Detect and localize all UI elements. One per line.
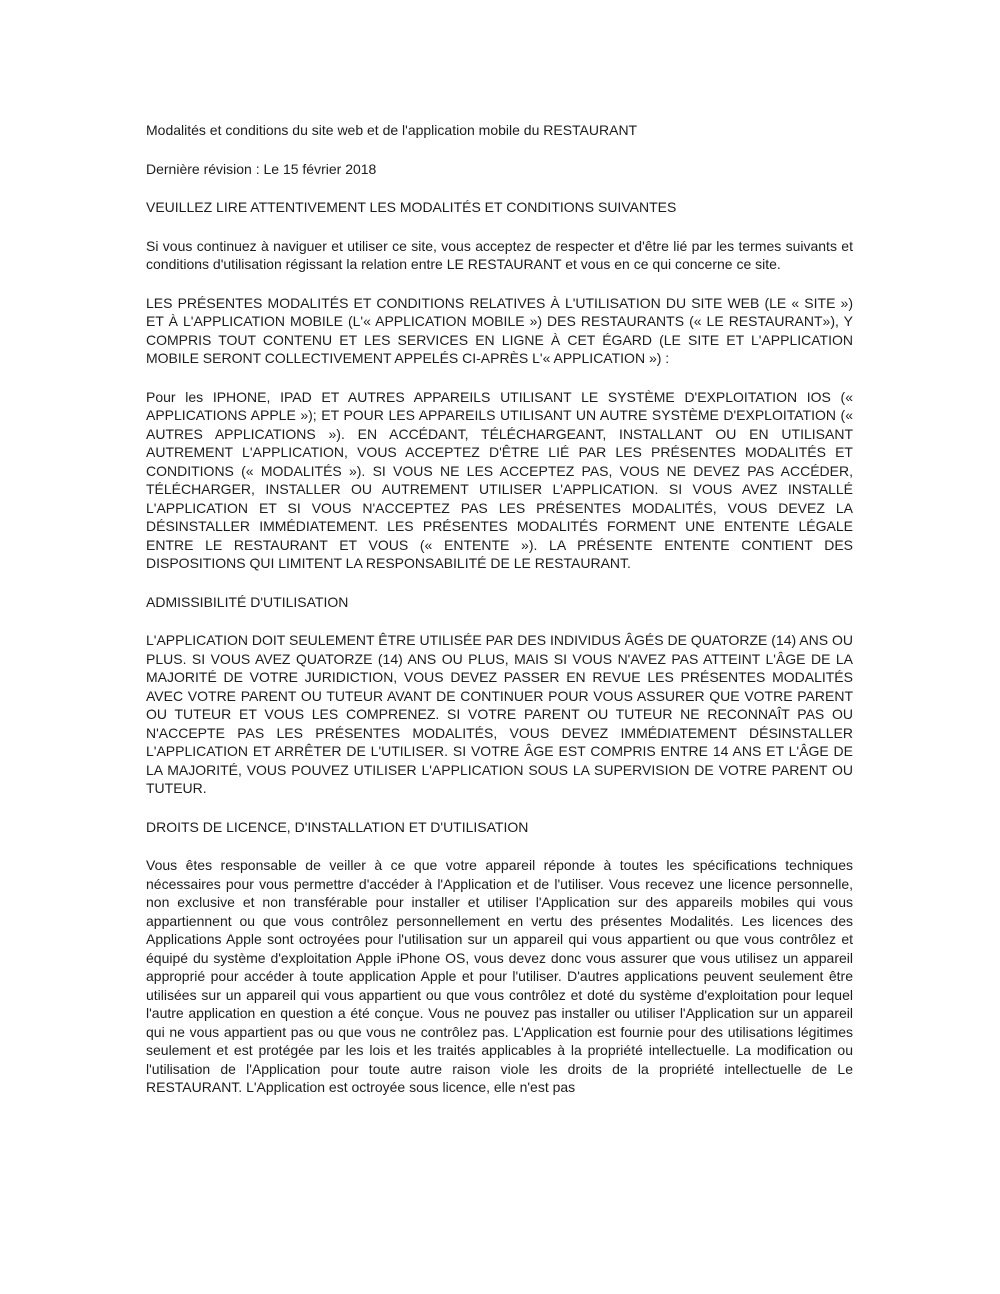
document-title: Modalités et conditions du site web et de l'application mobile du RESTAURANT <box>146 122 638 138</box>
definitions-paragraph: LES PRÉSENTES MODALITÉS ET CONDITIONS RELATIVES À L'UTILISATION DU SITE WEB (LE « SITE ») ET À L'APPLICATION MOBILE (L'« APPLICATION MOBILE ») DES RESTAURANTS (« LE RESTAURANT»), Y COMPRIS TOUT CONTENU ET LES SERVICES EN LIGNE À CET ÉGARD (LE SITE ET L'APPLICATION MOBILE SERONT COLLECTIVEMENT APPELÉS CI-APRÈS L'« APPLICATION ») : <box>146 294 853 366</box>
revision-date-line: Dernière révision : Le 15 février 2018 <box>146 160 377 177</box>
intro-paragraph: Si vous continuez à naviguer et utiliser ce site, vous acceptez de respecter et d'être lié par les termes suivants et conditions d'utilisation régissant la relation entre LE RESTAURANT et vous en ce qui concerne ce site. <box>146 237 853 272</box>
section-paragraph-admissibilite: L'APPLICATION DOIT SEULEMENT ÊTRE UTILISÉE PAR DES INDIVIDUS ÂGÉS DE QUATORZE (14) ANS OU PLUS. SI VOUS AVEZ QUATORZE (14) ANS OU PLUS, MAIS SI VOUS N'AVEZ PAS ATTEINT L'ÂGE DE LA MAJORITÉ DE VOTRE JURIDICTION, VOUS DEVEZ PASSER EN REVUE LES PRÉSENTES MODALITÉS AVEC VOTRE PARENT OU TUTEUR AVANT DE CONTINUER POUR VOUS ASSURER QUE VOTRE PARENT OU TUTEUR ET VOUS LES COMPRENEZ. SI VOTRE PARENT OU TUTEUR NE RECONNAÎT PAS OU N'ACCEPTE PAS LES PRÉSENTES MODALITÉS, VOUS DEVEZ IMMÉDIATEMENT DÉSINSTALLER L'APPLICATION ET ARRÊTER DE L'UTILISER. SI VOTRE ÂGE EST COMPRIS ENTRE 14 ANS ET L'ÂGE DE LA MAJORITÉ, VOUS POUVEZ UTILISER L'APPLICATION SOUS LA SUPERVISION DE VOTRE PARENT OU TUTEUR. <box>146 632 853 796</box>
section-heading-admissibilite: ADMISSIBILITÉ D'UTILISATION <box>146 593 349 610</box>
acceptance-paragraph: Pour les IPHONE, IPAD ET AUTRES APPAREILS UTILISANT LE SYSTÈME D'EXPLOITATION IOS (« APPLICATIONS APPLE »); ET POUR LES APPAREILS UTILISANT UN AUTRE SYSTÈME D'EXPLOITATION (« AUTRES APPLICATIONS »). EN ACCÉDANT, TÉLÉCHARGEANT, INSTALLANT OU EN UTILISANT AUTREMENT L'APPLICATION, VOUS ACCEPTEZ D'ÊTRE LIÉ PAR LES PRÉSENTES MODALITÉS ET CONDITIONS (« MODALITÉS »). SI VOUS NE LES ACCEPTEZ PAS, VOUS NE DEVEZ PAS ACCÉDER, TÉLÉCHARGER, INSTALLER OU AUTREMENT UTILISER L'APPLICATION. SI VOUS AVEZ INSTALLÉ L'APPLICATION ET SI VOUS N'ACCEPTEZ PAS LES PRÉSENTES MODALITÉS, VOUS DEVEZ LA DÉSINSTALLER IMMÉDIATEMENT. LES PRÉSENTES MODALITÉS FORMENT UNE ENTENTE LÉGALE ENTRE LE RESTAURANT ET VOUS (« ENTENTE »). LA PRÉSENTE ENTENTE CONTIENT DES DISPOSITIONS QUI LIMITENT LA RESPONSABILITÉ DE LE RESTAURANT. <box>146 388 853 571</box>
notice-heading: VEUILLEZ LIRE ATTENTIVEMENT LES MODALITÉS ET CONDITIONS SUIVANTES <box>146 199 677 215</box>
section-paragraph-droits-de-licence: Vous êtes responsable de veiller à ce que votre appareil réponde à toutes les spécifications techniques nécessaires pour vous permettre d'accéder à l'Application et de l'utiliser. Vous recevez une licence personnelle, non exclusive et non transférable pour installer et utiliser l'Application sur des appareils mobiles qui vous appartiennent ou que vous contrôlez personnellement en vertu des présentes Modalités. Les licences des Applications Apple sont octroyées pour l'utilisation sur un appareil qui vous appartient ou que vous contrôlez et équipé du système d'exploitation Apple iPhone OS, vous devez donc vous assurer que vous utilisez un appareil approprié pour accéder à toute application Apple et pour l'utiliser. D'autres applications peuvent seulement être utilisées sur un appareil qui vous appartient ou que vous contrôlez et doté du système d'exploitation pour lequel l'autre application en question a été conçue. Vous ne pouvez pas installer ou utiliser l'Application sur un appareil qui ne vous appartient pas ou que vous ne contrôlez pas. L'Application est fournie pour des utilisations légitimes seulement et est protégée par les lois et les traités applicables à la propriété intellectuelle. La modification ou l'utilisation de l'Application pour toute autre raison viole les droits de la propriété intellectuelle de Le RESTAURANT. L'Application est octroyée sous licence, elle n'est pas <box>146 857 853 1095</box>
section-heading-droits-de-licence: DROITS DE LICENCE, D'INSTALLATION ET D'UTILISATION <box>146 818 529 835</box>
terms-and-conditions-document <box>146 121 853 1117</box>
